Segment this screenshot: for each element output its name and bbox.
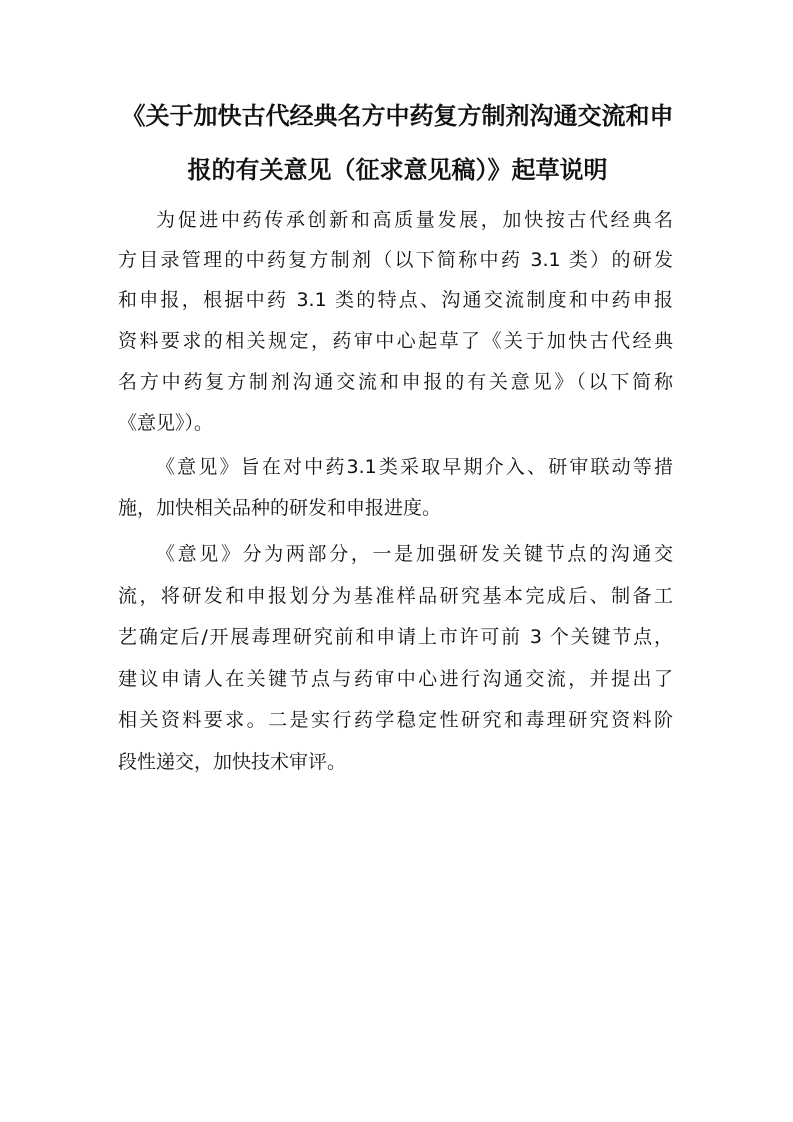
document-title-line-2: 报的有关意见（征求意见稿）》起草说明: [187, 155, 608, 184]
paragraph-3-line-2: 流，将研发和申报划分为基准样品研究基本完成后、制备工: [118, 585, 673, 607]
paragraph-3-line-1: 《意见》分为两部分，一是加强研发关键节点的沟通交: [156, 543, 673, 565]
paragraph-1-line-3: 和申报，根据中药 3.1 类的特点、沟通交流制度和中药申报: [118, 289, 673, 311]
paragraph-1-line-2: 方目录管理的中药复方制剂（以下简称中药 3.1 类）的研发: [118, 249, 673, 271]
paragraph-1-line-1: 为促进中药传承创新和高质量发展，加快按古代经典名: [156, 209, 673, 231]
paragraph-2-line-2: 施，加快相关品种的研发和申报进度。: [118, 497, 442, 519]
paragraph-1-line-6: 《意见》）。: [118, 412, 214, 434]
document-title-line-1: 《关于加快古代经典名方中药复方制剂沟通交流和申: [121, 101, 674, 130]
paragraph-3-line-4: 建议申请人在关键节点与药审中心进行沟通交流，并提出了: [118, 668, 673, 690]
paragraph-3-line-6: 段性递交，加快技术审评。: [118, 751, 347, 773]
paragraph-3-line-3: 艺确定后/开展毒理研究前和申请上市许可前 3 个关键节点，: [118, 626, 673, 648]
paragraph-2-line-1: 《意见》旨在对中药3.1类采取早期介入、研审联动等措: [156, 456, 673, 478]
paragraph-1-line-4: 资料要求的相关规定，药审中心起草了《关于加快古代经典: [118, 330, 673, 352]
paragraph-1-line-5: 名方中药复方制剂沟通交流和申报的有关意见》（以下简称: [118, 371, 673, 393]
paragraph-3-line-5: 相关资料要求。二是实行药学稳定性研究和毒理研究资料阶: [118, 709, 673, 731]
